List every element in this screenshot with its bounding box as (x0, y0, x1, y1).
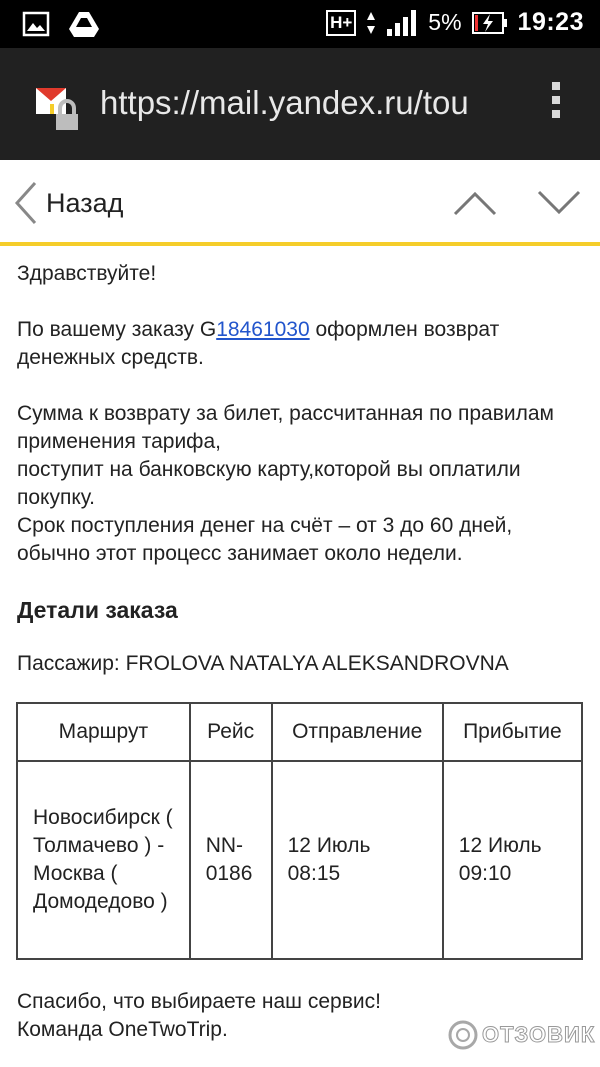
greeting: Здравствуйте! (17, 262, 157, 285)
signature-line: Команда OneTwoTrip. (17, 1018, 228, 1041)
chevron-left-icon (14, 181, 38, 225)
data-arrows-icon (366, 10, 376, 36)
drive-icon (68, 10, 100, 38)
header-route: Маршрут (17, 703, 190, 761)
battery-charging-icon (472, 11, 508, 35)
departure-time: 08:15 (287, 862, 341, 885)
passenger-line: Пассажир: FROLOVA NATALYA ALEKSANDROVNA (17, 652, 509, 675)
yandex-mail-lock-icon (36, 86, 82, 132)
email-body (17, 260, 587, 1044)
back-label: Назад (46, 187, 124, 218)
watermark (448, 1020, 595, 1050)
battery-percent: 5% (428, 9, 462, 35)
order-text-pre: По вашему заказу G (17, 318, 217, 341)
url-text[interactable]: https://mail.yandex.ru/tou (100, 84, 469, 121)
clock-time: 19:23 (517, 8, 584, 36)
image-icon (22, 11, 50, 37)
table-header-row (17, 703, 582, 761)
watermark-text: ОТЗОВИК (482, 1022, 596, 1047)
order-details-heading: Детали заказа (17, 597, 178, 623)
signal-icon (386, 9, 418, 37)
watermark-logo-icon (448, 1020, 478, 1050)
order-table (16, 702, 583, 960)
cell-flight: NN-0186 (190, 761, 272, 959)
status-bar (0, 0, 600, 48)
header-departure: Отправление (272, 703, 443, 761)
order-paragraph (17, 316, 587, 372)
refund-line-2: поступит на банковскую карту,которой вы оплатили покупку. (17, 458, 521, 509)
order-text-post: оформлен возврат денежных средств. (17, 318, 500, 369)
refund-line-1: Сумма к возврату за билет, рассчитанная по правилам применения тарифа, (17, 402, 554, 453)
chevron-up-icon[interactable] (452, 182, 498, 222)
message-nav-bar (0, 160, 600, 246)
refund-line-3: Срок поступления денег на счёт – от 3 до 60 дней, обычно этот процесс занимает около недели. (17, 514, 513, 565)
table-row (17, 761, 582, 959)
cell-arrival (443, 761, 582, 959)
thanks-line: Спасибо, что выбираете наш сервис! (17, 990, 381, 1013)
header-arrival: Прибытие (443, 703, 582, 761)
arrival-date: 12 Июль (458, 834, 542, 857)
route-from: Новосибирск ( Толмачево ) - (33, 806, 173, 857)
refund-paragraph (17, 400, 587, 568)
order-number-link[interactable]: 18461030 (216, 318, 310, 341)
overflow-menu-icon[interactable] (552, 82, 562, 126)
back-button[interactable] (14, 180, 123, 226)
arrival-time: 09:10 (458, 862, 512, 885)
cell-route (17, 761, 190, 959)
route-to: Москва ( Домодедово ) (33, 862, 168, 913)
header-flight: Рейс (190, 703, 272, 761)
cell-departure (272, 761, 443, 959)
chevron-down-icon[interactable] (536, 182, 582, 222)
browser-url-bar[interactable] (0, 48, 600, 160)
network-type-badge: H+ (326, 10, 356, 36)
departure-date: 12 Июль (287, 834, 371, 857)
